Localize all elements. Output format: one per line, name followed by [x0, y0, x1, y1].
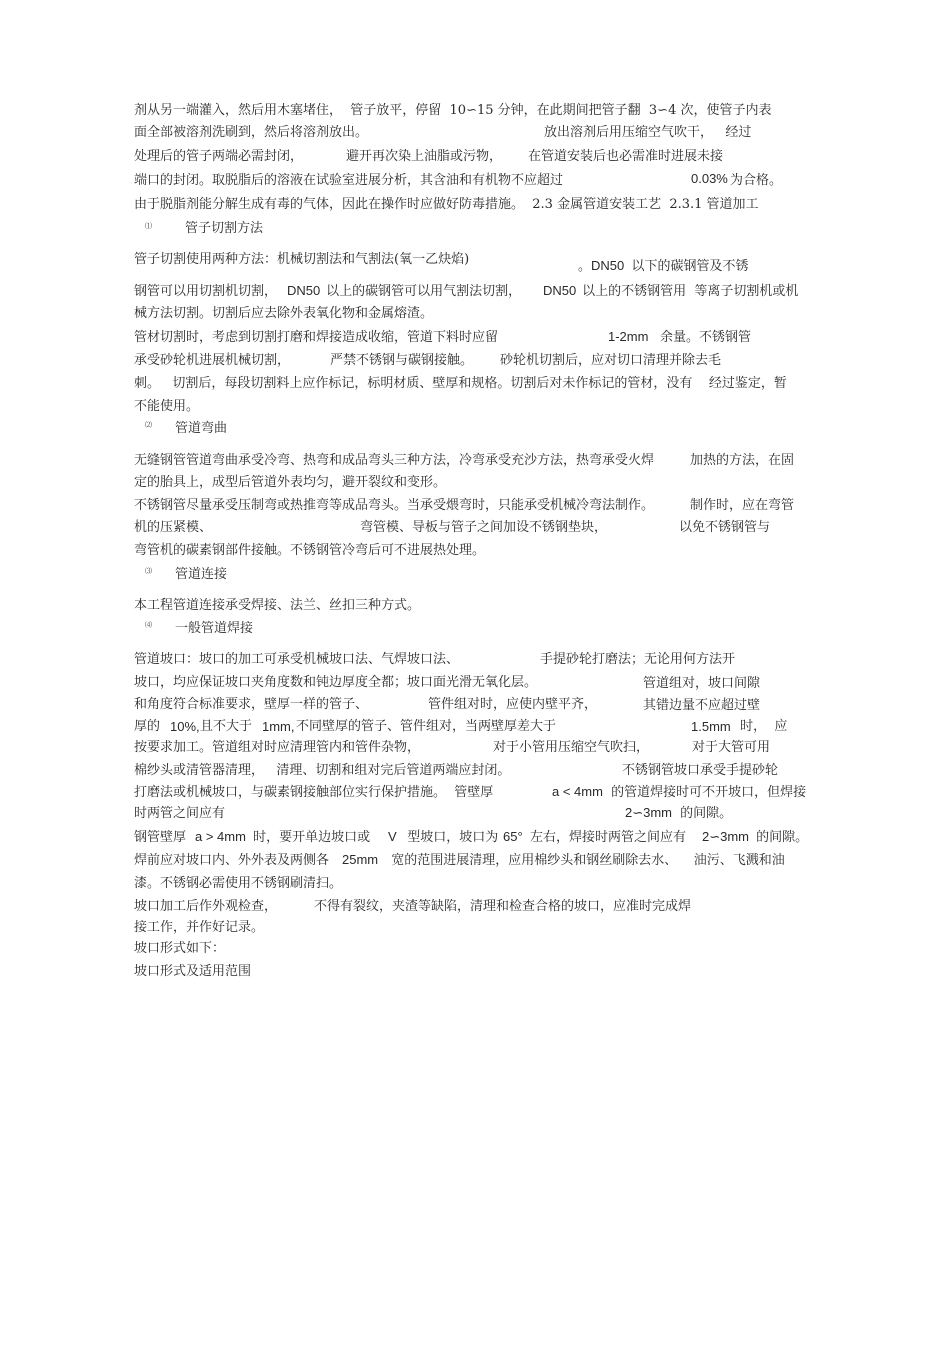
text-line: 定的胎具上，成型后管道外表均匀，避开裂纹和变形。 [134, 475, 447, 490]
text-segment: 左右，焊接时两管之间应有 [530, 830, 695, 845]
text-segment: DN50 [287, 283, 321, 298]
section-number: ⑶ [145, 567, 152, 575]
text-segment: 不得有裂纹，夹渣等缺陷，清理和检查合格的坡口，应准时完成焊 [314, 899, 692, 914]
text-line: 处理后的管子两端必需封闭， [134, 149, 304, 164]
section-heading: 一般管道焊接 [175, 621, 254, 636]
text-line: 剂从另一端灌入，然后用木塞堵住， 管子放平，停留 10∽15 分钟，在此期间把管子翻 3∽4 次，使管子内表 [134, 103, 772, 118]
text-segment: 放出溶剂后用压缩空气吹干， 经过 [544, 125, 752, 140]
text-line: 和角度符合标准要求，壁厚一样的管子、 [134, 697, 369, 712]
section-number: ⑷ [145, 621, 152, 629]
text-line: 坡口加工后作外观检查， [134, 899, 278, 914]
text-line: 不锈钢管尽量承受压制弯或热推弯等成品弯头。当承受煨弯时，只能承受机械冷弯法制作。 [134, 498, 655, 513]
text-line: 漆。不锈钢必需使用不锈钢刷清扫。 [134, 876, 343, 891]
text-line: 械方法切割。切割后应去除外表氧化物和金属熔渣。 [134, 306, 434, 321]
section-number: ⑵ [145, 421, 152, 429]
text-segment: 弯管模、导板与管子之间加设不锈钢垫块， [360, 520, 608, 535]
text-segment: 2∽3mm [625, 805, 673, 820]
text-line: 管子切割使用两种方法：机械切割法和气割法(氧一乙炔焰) [134, 252, 470, 267]
text-line: 接工作，并作好记录。 [134, 920, 265, 935]
text-line: 机的压紧模、 [134, 520, 213, 535]
text-segment: 不同壁厚的管子、管件组对，当两壁厚差大于 [296, 719, 557, 734]
text-segment: 手提砂轮打磨法；无论用何方法开 [540, 652, 736, 667]
text-segment: 以免不锈钢管与 [679, 520, 771, 535]
section-heading: 管道连接 [175, 567, 228, 582]
text-line: 弯管机的碳素钢部件接触。不锈钢管冷弯后可不进展热处理。 [134, 543, 486, 558]
text-segment: 1mm, [262, 719, 295, 734]
text-line: 时两管之间应有 [134, 806, 226, 821]
text-segment: 对于大管可用 [692, 740, 771, 755]
text-segment: 管道组对，坡口间隙 [643, 676, 761, 691]
text-segment: a < 4mm [552, 784, 603, 799]
text-line: 厚的 [134, 719, 169, 734]
section-heading: 管子切割方法 [185, 221, 264, 236]
text-segment: 以上的不锈钢管用 等离子切割机或机 [578, 284, 799, 299]
text-line: 刺。 切割后，每段切割料上应作标记，标明材质、壁厚和规格。切割后对未作标记的管材，没有 经过鉴定，暂 [134, 376, 787, 391]
text-line: 坡口形式如下： [134, 941, 226, 956]
text-segment: 余量。不锈钢管 [660, 330, 752, 345]
text-line: 无缝钢管管道弯曲承受冷弯、热弯和成品弯头三种方法，冷弯承受充沙方法，热弯承受火焊 [134, 453, 655, 468]
text-segment: 制作时，应在弯管 [690, 498, 795, 513]
section-number: ⑴ [145, 222, 152, 230]
text-segment: 不锈钢管坡口承受手提砂轮 [622, 763, 779, 778]
text-segment: 砂轮机切割后，应对切口清理并除去毛 [500, 353, 722, 368]
text-line: 钢管壁厚 [134, 830, 195, 845]
text-segment: 加热的方法，在固 [690, 453, 795, 468]
text-segment: 。DN50 以下的碳钢管及不锈 [578, 258, 749, 273]
text-segment: V [388, 829, 397, 844]
text-segment: 的间隙。 [676, 806, 733, 821]
text-segment: 管件组对时，应使内壁平齐， [428, 697, 598, 712]
text-segment: DN50 [543, 283, 577, 298]
text-segment: 2∽3mm [702, 829, 750, 844]
text-line: 打磨法或机械坡口，与碳素钢接触部位实行保护措施。 管壁厚 [134, 785, 502, 800]
text-segment: 对于小管用压缩空气吹扫， [493, 740, 650, 755]
text-line: 管道坡口：坡口的加工可承受机械坡口法、气焊坡口法、 [134, 652, 460, 667]
text-segment: 10%, [170, 719, 200, 734]
text-segment: 0.03% [691, 171, 728, 186]
text-line: 管材切割时，考虑到切割打磨和焊接造成收缩，管道下料时应留 [134, 330, 499, 345]
text-segment: 型坡口，坡口为 [399, 830, 507, 845]
text-line: 端口的封闭。取脱脂后的溶液在试验室进展分析，其含油和有机物不应超过 [134, 173, 564, 188]
text-line: 由于脱脂剂能分解生成有毒的气体，因此在操作时应做好防毒措施。 2.3 金属管道安装工艺 2.3.1 管道加工 [134, 197, 759, 212]
text-line: 焊前应对坡口内、外外表及两侧各 [134, 853, 338, 868]
text-line: 承受砂轮机进展机械切割， [134, 353, 291, 368]
text-segment: 且不大于 [200, 719, 261, 734]
text-segment: 时， 应 [736, 719, 788, 734]
text-segment: a > 4mm [195, 829, 246, 844]
text-segment: 的间隙。 [752, 830, 809, 845]
text-segment: 25mm [342, 852, 379, 867]
text-segment: 1.5mm [691, 719, 731, 734]
text-segment: 时，要开单边坡口或 [249, 830, 379, 845]
text-segment: 以上的碳钢管可以用气割法切割， [322, 284, 530, 299]
text-line: 面全部被溶剂洗刷到，然后将溶剂放出。 [134, 125, 369, 140]
text-line: 棉纱头或清管器清理， 清理、切割和组对完后管道两端应封闭。 [134, 763, 511, 778]
text-line: 坡口，均应保证坡口夹角度数和钝边厚度全都；坡口面光滑无氧化层。 [134, 675, 538, 690]
text-segment: 避开再次染上油脂或污物， [346, 149, 503, 164]
text-segment: 的管道焊接时可不开坡口，但焊接 [607, 785, 807, 800]
text-segment: 在管道安装后也必需准时进展未接 [528, 149, 724, 164]
text-segment: 其错边量不应超过壁 [643, 698, 761, 713]
text-line: 不能使用。 [134, 399, 200, 414]
text-line: 本工程管道连接承受焊接、法兰、丝扣三种方式。 [134, 598, 421, 613]
text-line: 坡口形式及适用范围 [134, 964, 252, 979]
section-heading: 管道弯曲 [175, 421, 228, 436]
text-segment: 1-2mm [608, 329, 649, 344]
text-segment: 为合格。 [730, 173, 783, 188]
text-segment: 严禁不锈钢与碳钢接触。 [330, 353, 474, 368]
text-segment: 宽的范围进展清理，应用棉纱头和钢丝刷除去水、 油污、飞溅和油 [383, 853, 785, 868]
text-line: 按要求加工。管道组对时应清理管内和管件杂物， [134, 740, 421, 755]
text-line: 钢管可以用切割机切割， [134, 284, 278, 299]
text-segment: 65° [503, 829, 523, 844]
